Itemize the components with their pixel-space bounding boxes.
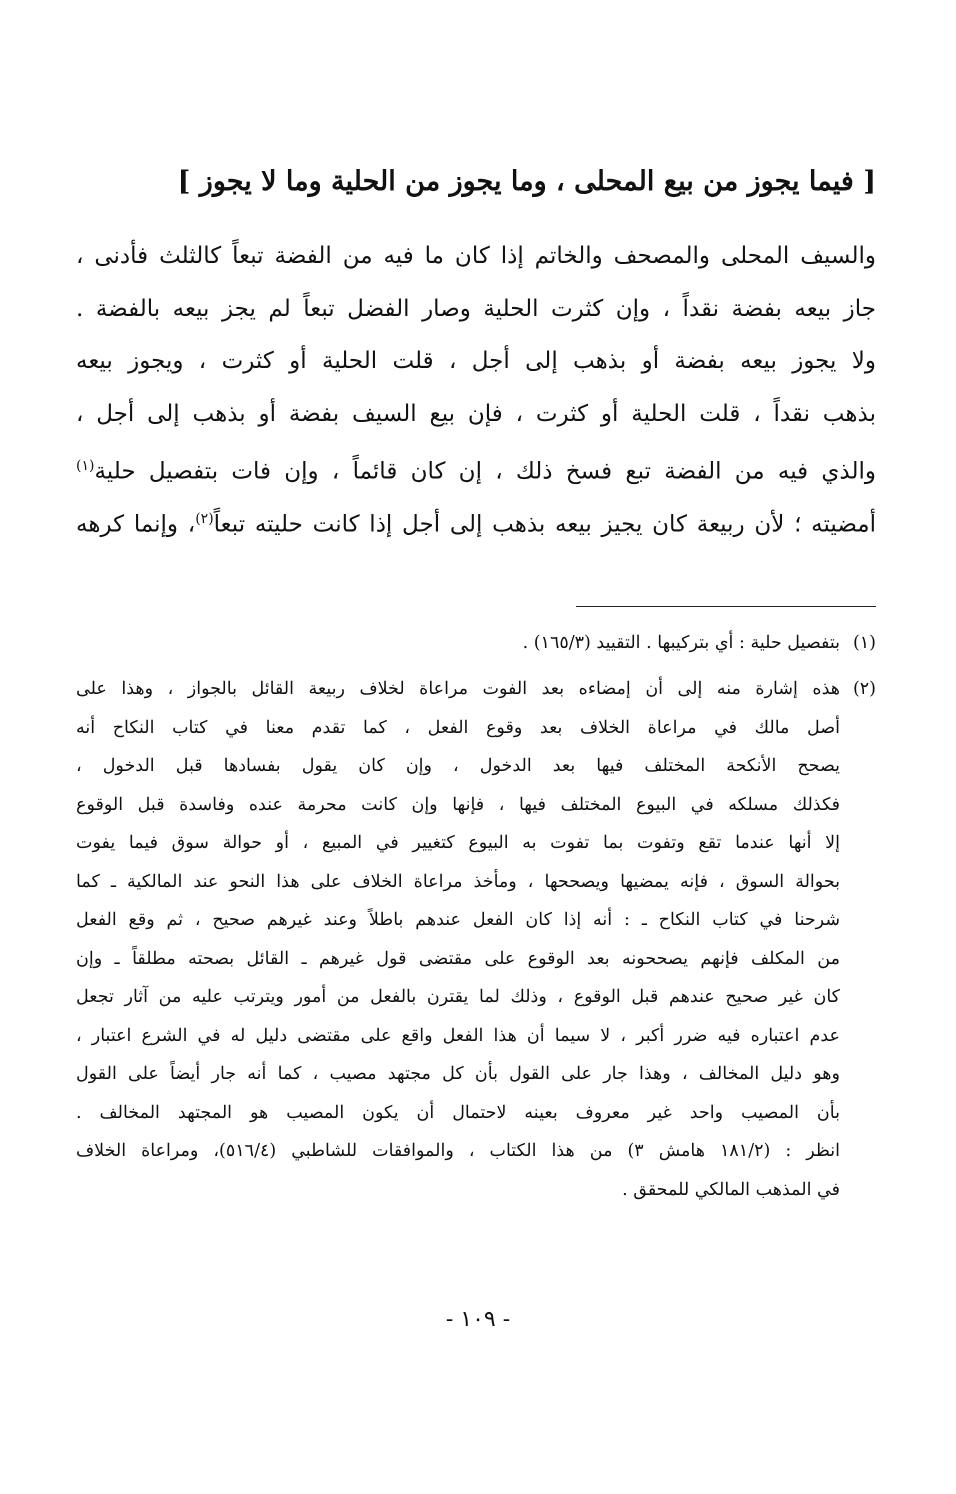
footnote-line: بأن المصيب واحد غير معروف بعينه لاحتمال أن يكون المصيب هو المجتهد المخالف . — [76, 1102, 840, 1123]
footnote-line: عدم اعتباره فيه ضرر أكبر ، لا سيما أن هذا الفعل واقع على مقتضى دليل له في الشرع اعتبار ، — [76, 1025, 840, 1046]
footnote-line: وهو دليل المخالف ، وهذا جار على القول بأن كل مجتهد مصيب ، كما أنه جار أيضاً على القول — [76, 1064, 840, 1084]
body-line-6 — [76, 493, 876, 546]
footnote-1 — [76, 624, 876, 664]
footnote-line: من المكلف فإنهم يصححونه بعد الوقوع على مقتضى قول غيرهم ـ القائل بصحته مطلقاً ـ وإن — [76, 948, 840, 969]
footnote-line: إلا أنها عندما تقع وتفوت بما تفوت به البيوع كتغيير في المبيع ، أو حوالة سوق فيما يفوت — [76, 833, 840, 853]
footnote-separator — [576, 606, 876, 607]
footnote-line: في المذهب المالكي للمحقق . — [622, 1179, 840, 1200]
footnote-line: هذه إشارة منه إلى أن إمضاءه بعد الفوت مراعاة لخلاف ربيعة القائل بالجواز ، وهذا على — [76, 679, 840, 699]
footnote-body — [76, 670, 840, 1209]
footnote-ref-1[interactable]: (١) — [76, 458, 95, 474]
footnote-line: يصحح الأنكحة المختلف فيها بعد الدخول ، وإن كان يقول بفسادها قبل الدخول ، — [76, 756, 840, 776]
body-line-5 — [76, 440, 876, 493]
footnote-body — [76, 624, 840, 663]
footnotes — [76, 624, 876, 1209]
body-line-6-text: أمضيته ؛ لأن ربيعة كان يجيز بيعه بذهب إلى أجل إذا كانت حليته تبعاً — [213, 511, 876, 538]
body-line-6-tail: ، وإنما كرهه — [76, 511, 196, 538]
footnote-line: انظر : (١٨١/٢ هامش ٣) من هذا الكتاب ، والموافقات للشاطبي (٥١٦/٤)، ومراعاة الخلاف — [76, 1141, 840, 1161]
footnote-line: كان غير صحيح عندهم قبل الوقوع ، وذلك لما يقترن بالفعل من أمور ويترتب عليه من آثار تجعل — [76, 987, 840, 1007]
footnote-line: شرحنا في كتاب النكاح ـ : أنه إذا كان الفعل عندهم باطلاً وعند غيرهم صحيح ، ثم وقع الفعل — [76, 910, 840, 930]
footnote-line: بحوالة السوق ، فإنه يمضيها ويصححها ، ومأخذ مراعاة الخلاف على هذا النحو عند المالكية ـ كما — [76, 871, 840, 892]
footnote-number: (٢) — [852, 679, 876, 699]
footnote-line: أصل مالك في مراعاة الخلاف بعد وقوع الفعل ، كما تقدم معنا في كتاب النكاح أنه — [76, 717, 840, 738]
footnote-ref-2[interactable]: (٢) — [195, 510, 214, 527]
body-line-2: جاز بيعه بفضة نقداً ، وإن كثرت الحلية وصار الفضل تبعاً لم يجز بيعه بالفضة . — [76, 295, 876, 322]
body-line-1: والسيف المحلى والمصحف والخاتم إذا كان ما فيه من الفضة تبعاً كالثلث فأدنى ، — [76, 243, 876, 269]
section-heading: [ فيما يجوز من بيع المحلى ، وما يجوز من الحلية وما لا يجوز ] — [177, 166, 876, 197]
main-text — [76, 230, 876, 545]
footnote-2 — [76, 670, 876, 1209]
page-number: - ١٠٩ - — [445, 1307, 511, 1332]
body-line-5-text: والذي فيه من الفضة تبع فسخ ذلك ، إن كان قائماً ، وإن فات بتفصيل حلية — [94, 458, 876, 485]
footnote-line: فكذلك مسلكه في البيوع المختلف فيها ، فإنها وإن كانت محرمة عنده وفاسدة قبل الوقوع — [76, 794, 840, 815]
body-line-3: ولا يجوز بيعه بفضة أو بذهب إلى أجل ، قلت الحلية أو كثرت ، ويجوز بيعه — [76, 348, 876, 374]
footnote-line: بتفصيل حلية : أي بتركيبها . التقييد (١٦٥/٣) . — [522, 633, 840, 653]
body-line-4: بذهب نقداً ، قلت الحلية أو كثرت ، فإن بيع السيف بفضة أو بذهب إلى أجل ، — [76, 400, 876, 427]
footnote-number: (١) — [852, 633, 876, 653]
